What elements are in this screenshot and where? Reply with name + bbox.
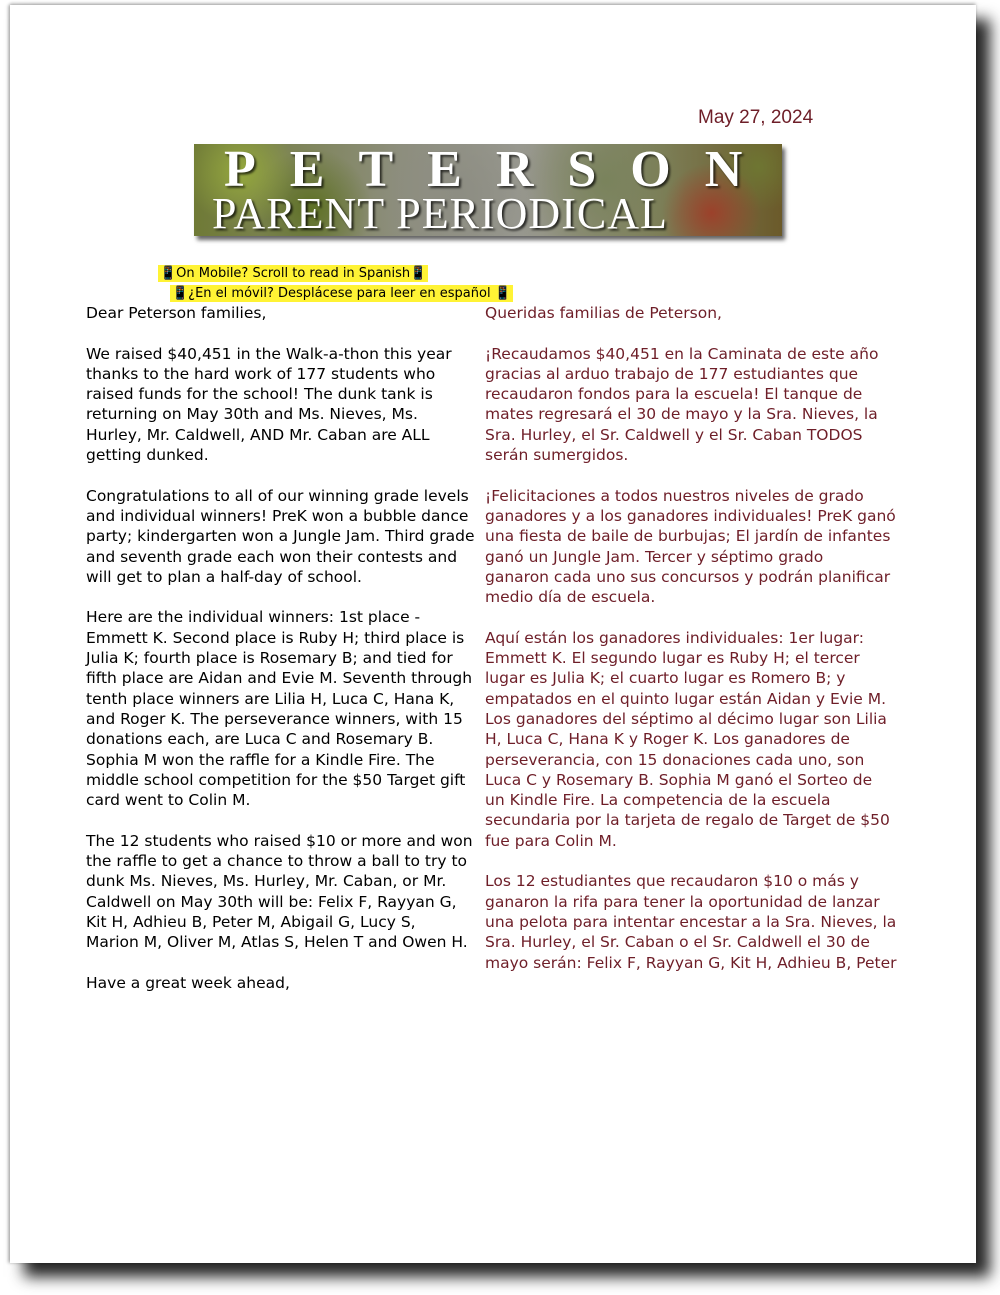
spanish-paragraph-grade-winners: ¡Felicitaciones a todos nuestros niveles de grado ganadores y a los ganadores individuales! PreK ganó una fiesta de baile de burbujas; El jardín de infantes ganó un Jungle Jam. Tercer y séptimo grado ganaron cada uno sus concursos y podrán planificar medio día de escuela. xyxy=(485,486,896,607)
newsletter-date: May 27, 2024 xyxy=(698,107,814,128)
masthead-subtitle: PARENT PERIODICAL xyxy=(212,189,668,236)
masthead-title: PETERSON xyxy=(224,144,777,198)
english-greeting: Dear Peterson families, xyxy=(86,304,267,322)
mobile-note-english: 📱On Mobile? Scroll to read in Spanish📱 xyxy=(160,266,427,281)
spanish-paragraph-raffle: Los 12 estudiantes que recaudaron $10 o más y ganaron la rifa para tener la oportunidad de lanzar una pelota para intentar encestar a la Sra. Nieves, la Sra. Hurley, el Sr. Caban o el Sr. Caldwell el 30 de mayo serán: Felix F, Rayyan G, Kit H, Adhieu B, Peter xyxy=(485,872,897,972)
english-paragraph-raffle: The 12 students who raised $10 or more and won the raffle to get a chance to throw a ball to try to dunk Ms. Nieves, Ms. Hurley, Mr. Caban, or Mr. Caldwell on May 30th will be: Felix F, Rayyan G, Kit H, Adhieu B, Peter M, Abigail G, Lucy S, Marion M, Oliver M, Atlas S, Helen T and Owen H. xyxy=(86,831,473,952)
spanish-greeting: Queridas familias de Peterson, xyxy=(485,304,722,322)
english-column xyxy=(86,303,478,1013)
masthead-banner xyxy=(194,144,782,236)
english-paragraph-walkathon: We raised $40,451 in the Walk-a-thon this year thanks to the hard work of 177 students who raised funds for the school! The dunk tank is returning on May 30th and Ms. Nieves, Ms. Hurley, Mr. Caldwell, AND Mr. Caban are ALL getting dunked. xyxy=(86,344,452,465)
spanish-paragraph-walkathon: ¡Recaudamos $40,451 en la Caminata de este año gracias al arduo trabajo de 177 estudiantes que recaudaron fondos para la escuela! El tanque de mates regresará el 30 de mayo y la Sra. Nieves, la Sra. Hurley, el Sr. Caldwell y el Sr. Caban TODOS serán sumergidos. xyxy=(485,344,879,465)
spanish-column xyxy=(485,303,905,993)
english-paragraph-individual-winners: Here are the individual winners: 1st place - Emmett K. Second place is Ruby H; third place is Julia K; fourth place is Rosemary B; and tied for fifth place are Aidan and Evie M. Seventh through tenth place winners are Lilia H, Luca C, Hana K, and Roger K. The perseverance winners, with 15 donations each, are Luca C and Rosemary B. Sophia M won the raffle for a Kindle Fire. The middle school competition for the $50 Target gift card went to Colin M. xyxy=(86,608,473,810)
mobile-note-spanish: 📱¿En el móvil? Desplácese para leer en español 📱 xyxy=(172,286,511,301)
spanish-paragraph-individual-winners: Aquí están los ganadores individuales: 1er lugar: Emmett K. El segundo lugar es Ruby H; el tercer lugar es Julia K; el cuarto lugar es Romero B; y empatados en el quinto lugar están Aidan y Evie M. Los ganadores del séptimo al décimo lugar son Lilia H, Luca C, Hana K y Roger K. Los ganadores de perseverancia, con 15 donaciones cada uno, son Luca C y Rosemary B. Sophia M ganó el Sorteo de un Kindle Fire. La competencia de la escuela secundaria por la tarjeta de regalo de Target de $50 fue para Colin M. xyxy=(485,628,890,850)
english-paragraph-grade-winners: Congratulations to all of our winning grade levels and individual winners! PreK won a bubble dance party; kindergarten won a Jungle Jam. Third grade and seventh grade each won their contests and will get to plan a half-day of school. xyxy=(86,486,475,586)
newsletter-page xyxy=(10,5,976,1263)
mobile-note xyxy=(158,262,513,302)
english-closing: Have a great week ahead, xyxy=(86,973,290,992)
